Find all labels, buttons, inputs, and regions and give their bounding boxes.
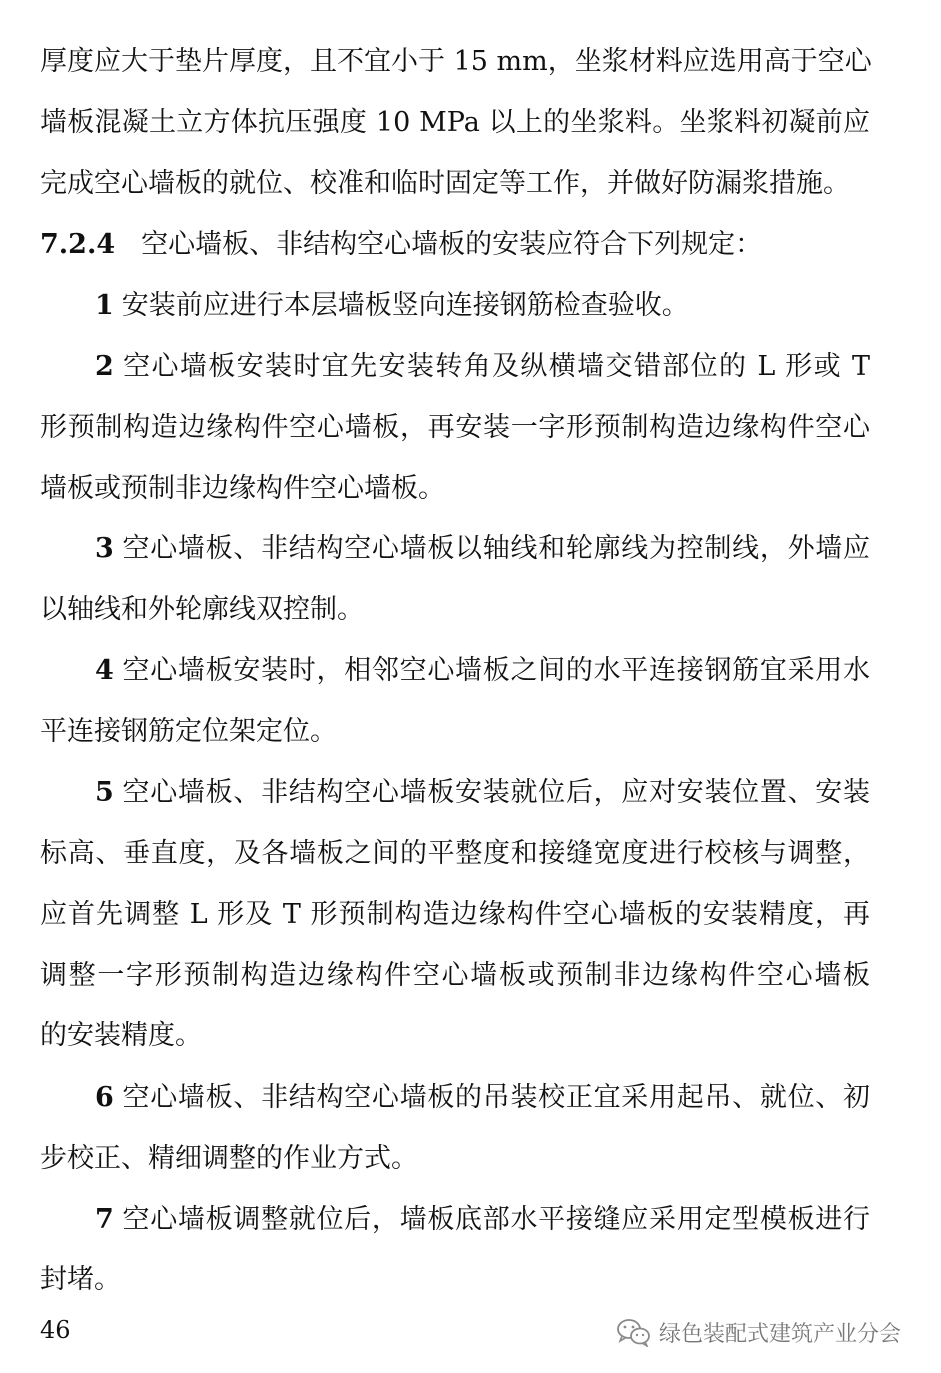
paragraph-line: 封堵。 (40, 1264, 121, 1295)
item-text: 空心墙板、非结构空心墙板安装就位后，应对安装位置、安装 (121, 777, 870, 808)
section-text: 空心墙板、非结构空心墙板的安装应符合下列规定： (141, 229, 763, 260)
paragraph-line: 墙板或预制非边缘构件空心墙板。 (40, 473, 445, 504)
paragraph-line: 的安装精度。 (40, 1020, 202, 1051)
list-item (95, 1200, 870, 1240)
section-heading (40, 225, 870, 265)
paragraph-line: 步校正、精细调整的作业方式。 (40, 1143, 418, 1174)
paragraph-line: 形预制构造边缘构件空心墙板，再安装一字形预制构造边缘构件空心 (40, 412, 870, 443)
list-item (95, 773, 870, 813)
item-text: 空心墙板、非结构空心墙板以轴线和轮廓线为控制线，外墙应 (121, 533, 870, 564)
item-number: 1 (95, 290, 114, 321)
page-number: 46 (40, 1316, 71, 1344)
watermark (615, 1314, 901, 1350)
section-number: 7.2.4 (40, 229, 116, 260)
list-item (95, 529, 870, 569)
item-text: 空心墙板、非结构空心墙板的吊装校正宜采用起吊、就位、初 (121, 1082, 870, 1113)
item-text: 空心墙板安装时宜先安装转角及纵横墙交错部位的 L 形或 T (121, 351, 870, 382)
paragraph-line: 应首先调整 L 形及 T 形预制构造边缘构件空心墙板的安装精度，再 (40, 899, 870, 930)
list-item (95, 1078, 870, 1118)
list-item (95, 286, 870, 326)
item-number: 2 (95, 351, 114, 382)
item-number: 4 (95, 655, 114, 686)
wechat-icon (615, 1317, 651, 1347)
item-number: 6 (95, 1082, 114, 1113)
paragraph-line: 平连接钢筋定位架定位。 (40, 716, 337, 747)
item-text: 空心墙板调整就位后，墙板底部水平接缝应采用定型模板进行 (121, 1204, 870, 1235)
paragraph-line: 以轴线和外轮廓线双控制。 (40, 594, 364, 625)
item-number: 5 (95, 777, 114, 808)
list-item (95, 651, 870, 691)
paragraph-line: 调整一字形预制构造边缘构件空心墙板或预制非边缘构件空心墙板 (40, 960, 870, 991)
paragraph-line: 墙板混凝土立方体抗压强度 10 MPa 以上的坐浆料。坐浆料初凝前应 (40, 107, 870, 138)
paragraph-line: 标高、垂直度，及各墙板之间的平整度和接缝宽度进行校核与调整， (40, 838, 870, 869)
watermark-text: 绿色装配式建筑产业分会 (659, 1321, 902, 1347)
item-number: 7 (95, 1204, 114, 1235)
paragraph-line: 完成空心墙板的就位、校准和临时固定等工作，并做好防漏浆措施。 (40, 168, 850, 199)
paragraph-line: 厚度应大于垫片厚度，且不宜小于 15 mm，坐浆材料应选用高于空心 (40, 46, 872, 77)
list-item (95, 347, 870, 387)
item-text: 安装前应进行本层墙板竖向连接钢筋检查验收。 (121, 290, 689, 321)
item-text: 空心墙板安装时，相邻空心墙板之间的水平连接钢筋宜采用水 (121, 655, 870, 686)
item-number: 3 (95, 533, 114, 564)
